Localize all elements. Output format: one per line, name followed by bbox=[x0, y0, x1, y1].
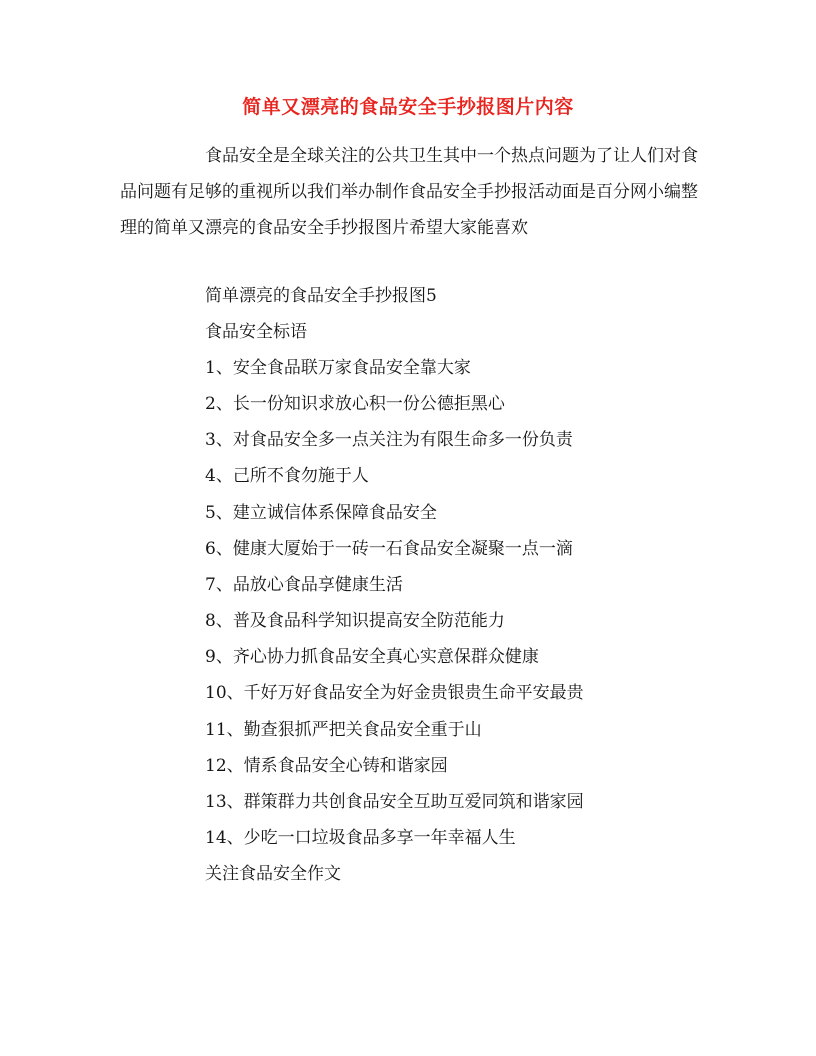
slogan-item: 2、长一份知识求放心积一份公德拒黑心 bbox=[205, 394, 505, 414]
image-caption: 简单漂亮的食品安全手抄报图5 bbox=[205, 286, 437, 306]
document-title: 简单又漂亮的食品安全手抄报图片内容 bbox=[242, 96, 574, 118]
slogans-heading: 食品安全标语 bbox=[205, 322, 307, 342]
slogan-item: 12、情系食品安全心铸和谐家园 bbox=[205, 756, 448, 776]
essay-heading: 关注食品安全作文 bbox=[205, 864, 341, 884]
slogan-item: 4、己所不食勿施于人 bbox=[205, 466, 369, 486]
slogan-item: 11、勤查狠抓严把关食品安全重于山 bbox=[205, 720, 482, 740]
slogan-item: 1、安全食品联万家食品安全靠大家 bbox=[205, 358, 471, 378]
slogan-item: 9、齐心协力抓食品安全真心实意保群众健康 bbox=[205, 647, 539, 667]
intro-paragraph: 食品安全是全球关注的公共卫生其中一个热点问题为了让人们对食品问题有足够的重视所以我们举办制作食品安全手抄报活动面是百分网小编整理的简单又漂亮的食品安全手抄报图片希望大家能喜欢 bbox=[120, 146, 698, 238]
slogan-item: 8、普及食品科学知识提高安全防范能力 bbox=[205, 611, 505, 631]
slogan-item: 14、少吃一口垃圾食品多享一年幸福人生 bbox=[205, 828, 516, 848]
slogan-item: 13、群策群力共创食品安全互助互爱同筑和谐家园 bbox=[205, 792, 584, 812]
slogan-item: 6、健康大厦始于一砖一石食品安全凝聚一点一滴 bbox=[205, 539, 573, 559]
slogan-item: 5、建立诚信体系保障食品安全 bbox=[205, 503, 437, 523]
slogan-item: 10、千好万好食品安全为好金贵银贵生命平安最贵 bbox=[205, 683, 584, 703]
slogan-item: 3、对食品安全多一点关注为有限生命多一份负责 bbox=[205, 430, 573, 450]
slogan-item: 7、品放心食品享健康生活 bbox=[205, 575, 403, 595]
